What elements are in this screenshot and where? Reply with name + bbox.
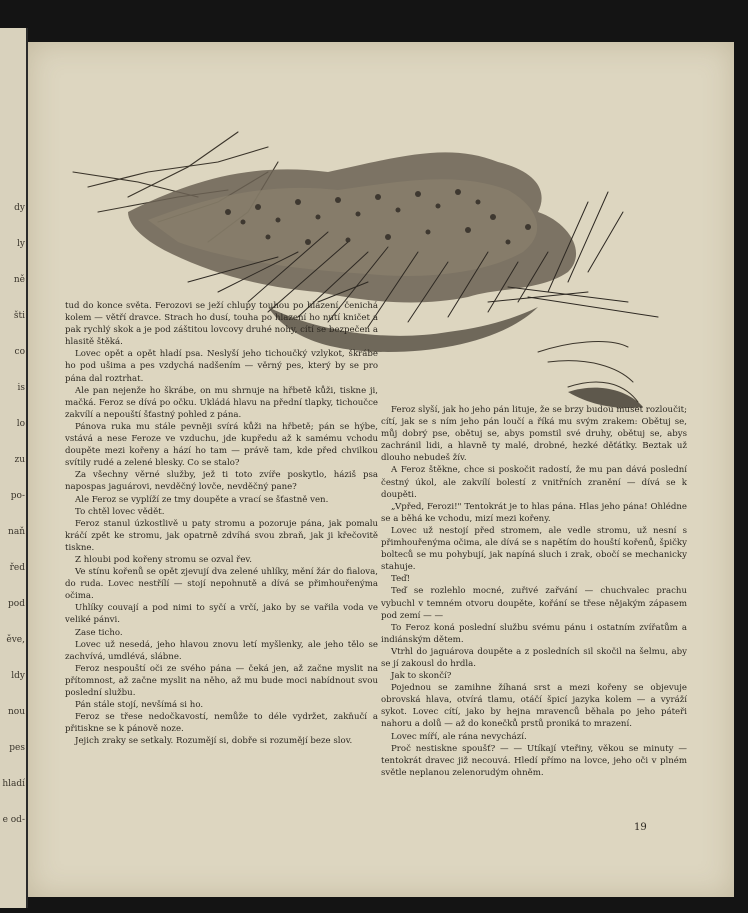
left-page-text-fragment: po- bbox=[10, 491, 25, 501]
paragraph: Vtrhl do jaguárova doupěte a z posledních sil skočil na šelmu, aby se jí zakousl do hrdla. bbox=[381, 646, 687, 669]
paragraph: Teď se rozlehlo mocné, zuřivé zařvání — chuchvalec prachu vybuchl v temném otvoru doupěte, kořání se třese nějakým zápasem pod zemí — — bbox=[381, 586, 687, 621]
paragraph: Teď! bbox=[391, 574, 411, 585]
paragraph: Lovec už nestojí před stromem, ale vedle stromu, už nesní s přimhouřenýma očima, ale dívá se s napětím do houští kořenů, špičky bolteců se mu pohybují, jak napíná sluch i zrak, obočí se mechanicky stahuje. bbox=[381, 525, 687, 573]
left-page-text-fragment: pod bbox=[8, 599, 25, 609]
paragraph: Jak to skončí? bbox=[391, 671, 452, 682]
left-page-text-fragment: e od- bbox=[2, 815, 25, 825]
left-page-text-fragment: nou bbox=[7, 707, 25, 717]
paragraph: Jejich zraky se setkaly. Rozumějí si, dobře si rozumějí beze slov. bbox=[75, 736, 353, 747]
text-column-left bbox=[65, 300, 378, 747]
paragraph: To Feroz koná poslední službu svému pánu i ostatním zvířatům a indiánským dětem. bbox=[381, 622, 687, 645]
paragraph: Pojednou se zamihne žíhaná srst a mezi kořeny se objevuje obrovská hlava, otvírá tlamu, otáčí špicí jazyka kolem — a vyráží sykot. Lovec cítí, jako by hejna mravenců běhala po jeho páteři nahoru a dolů — až do konečků prstů proniká to mrazení. bbox=[381, 683, 687, 730]
left-page-text-fragment: ly bbox=[17, 239, 25, 249]
paragraph: Lovec opět a opět hladí psa. Neslyší jeho tichoučký vzlykot, škrábe ho pod ušima a pes vzdychá nadšením — věrný pes, který by se pro pána dal roztrhat. bbox=[65, 349, 378, 384]
left-page-text-fragment: hladí bbox=[2, 779, 25, 789]
paragraph: Lovec už nesedá, jeho hlavou znovu letí myšlenky, ale jeho tělo se zachvívá, umdlévá, slábne. bbox=[65, 639, 378, 662]
book-page bbox=[28, 42, 734, 897]
left-page-text-fragment: is bbox=[17, 383, 25, 393]
left-page-text-fragment: dy bbox=[14, 203, 25, 213]
paragraph: Proč nestiskne spoušť? — — Utíkají vteřiny, věkou se minuty — tentokrát dravec již necouvá. Hledí přímo na lovce, jeho oči v plném světle neplanou zelenorudým ohněm. bbox=[381, 743, 687, 778]
paragraph: Za všechny věrné služby, jež ti toto zvíře poskytlo, háziš psa napospas jaguárovi, nevděčný lovče, nevděčný pane? bbox=[65, 470, 378, 493]
left-page-text-fragment: řed bbox=[9, 563, 25, 573]
paragraph: Pánova ruka mu stále pevněji svírá kůži na hřbetě; pán se hýbe, vstává a nese Feroze ve vzduchu, jde kupředu až k samému vchodu doupěte mezi kořeny a hází ho tam — právě tam, kde před chvilkou svítily rudé a zelené blesky. Co se stalo? bbox=[65, 421, 378, 469]
paragraph: Pán stále stojí, nevšímá si ho. bbox=[75, 700, 204, 711]
paragraph: Feroz se třese nedočkavostí, nemůže to déle vydržet, zakňučí a přitiskne se k pánově noze. bbox=[65, 712, 378, 735]
paragraph: A Feroz štěkne, chce si poskočit radostí, že mu pan dává poslední čestný úkol, ale zakvílí bolestí z vnitřních zranění — dívá se k doupěti. bbox=[381, 465, 687, 500]
paragraph: Feroz slyší, jak ho jeho pán lituje, že se brzy budou muset rozloučit; cítí, jak se s ním jeho pán loučí a říká mu svým zrakem: Obětuj se, můj dobrý pse, obětuj se, abys pomstil své druhy, obětuj se, abys zachránil lidi, a hlavně ty malé, drobné, hezké děťátky. Beztak už dlouho nebudeš žív. bbox=[381, 405, 687, 464]
left-page-text-fragment: naň bbox=[8, 527, 25, 537]
paragraph: Feroz stanul úzkostlivě u paty stromu a pozoruje pána, jak pomalu kráčí zpět ke stromu, jak opatrně zdvíhá svou zbraň, jak ji křečovitě tiskne. bbox=[65, 518, 378, 553]
paragraph: Z hloubi pod kořeny stromu se ozval řev. bbox=[75, 554, 252, 565]
paragraph: Zase ticho. bbox=[75, 627, 123, 638]
paragraph: „Vpřed, Ferozi!" Tentokrát je to hlas pána. Hlas jeho pána! Ohlédne se a běhá ke vchodu, mizí mezi kořeny. bbox=[381, 501, 687, 524]
paragraph: Ale Feroz se vyplíží ze tmy doupěte a vrací se šťastně ven. bbox=[75, 494, 329, 505]
paragraph: Lovec míří, ale rána nevychází. bbox=[391, 731, 527, 742]
text-column-right bbox=[381, 404, 687, 779]
paragraph: tud do konce světa. Ferozovi se ježí chlupy touhou po hlazení, čenichá kolem — větří dravce. Strach ho dusí, touha po hlazení ho nutí kničet a pak rychlý skok a je pod záštitou lovcovy druhé nohy, cítí se bezpečen a hlasitě štěká. bbox=[65, 301, 378, 348]
left-page-text-fragment: šti bbox=[13, 311, 25, 321]
left-page-text-fragment: ěve, bbox=[6, 635, 25, 645]
left-page-text-fragment: lo bbox=[16, 419, 25, 429]
paragraph: Ale pan nejenže ho škrábe, on mu shrnuje na hřbetě kůži, tiskne ji, mačká. Feroz se dívá po očku. Ukládá hlavu na přední tlapky, tichoučce zakvílí a nepouští šťastný pohled z pána. bbox=[65, 385, 378, 420]
paragraph: Ve stínu kořenů se opět zjevují dva zelené uhlíky, mění žár do fialova, do ruda. Lovec nestřílí — stojí nepohnutě a dívá se přimhouřenýma očima. bbox=[65, 567, 378, 602]
left-page-text-fragment: ldy bbox=[11, 671, 25, 681]
left-page-text-fragment: zu bbox=[14, 455, 25, 465]
left-page-text-fragment: ně bbox=[13, 275, 25, 285]
paragraph: To chtěl lovec vědět. bbox=[75, 506, 165, 517]
paragraph: Feroz nespouští oči ze svého pána — čeká jen, až začne myslit na přítomnost, až začne myslit na něho, až mu bude moci nabídnout svou poslední službu. bbox=[65, 663, 378, 698]
left-page-text-fragment: co bbox=[14, 347, 25, 357]
paragraph: Uhlíky couvají a pod nimi to syčí a vrčí, jako by se vařila voda ve veliké pánvi. bbox=[65, 603, 378, 626]
page-number: 19 bbox=[634, 822, 647, 833]
adjacent-left-page-edge bbox=[0, 28, 28, 908]
left-page-text-fragment: pes bbox=[9, 743, 25, 753]
